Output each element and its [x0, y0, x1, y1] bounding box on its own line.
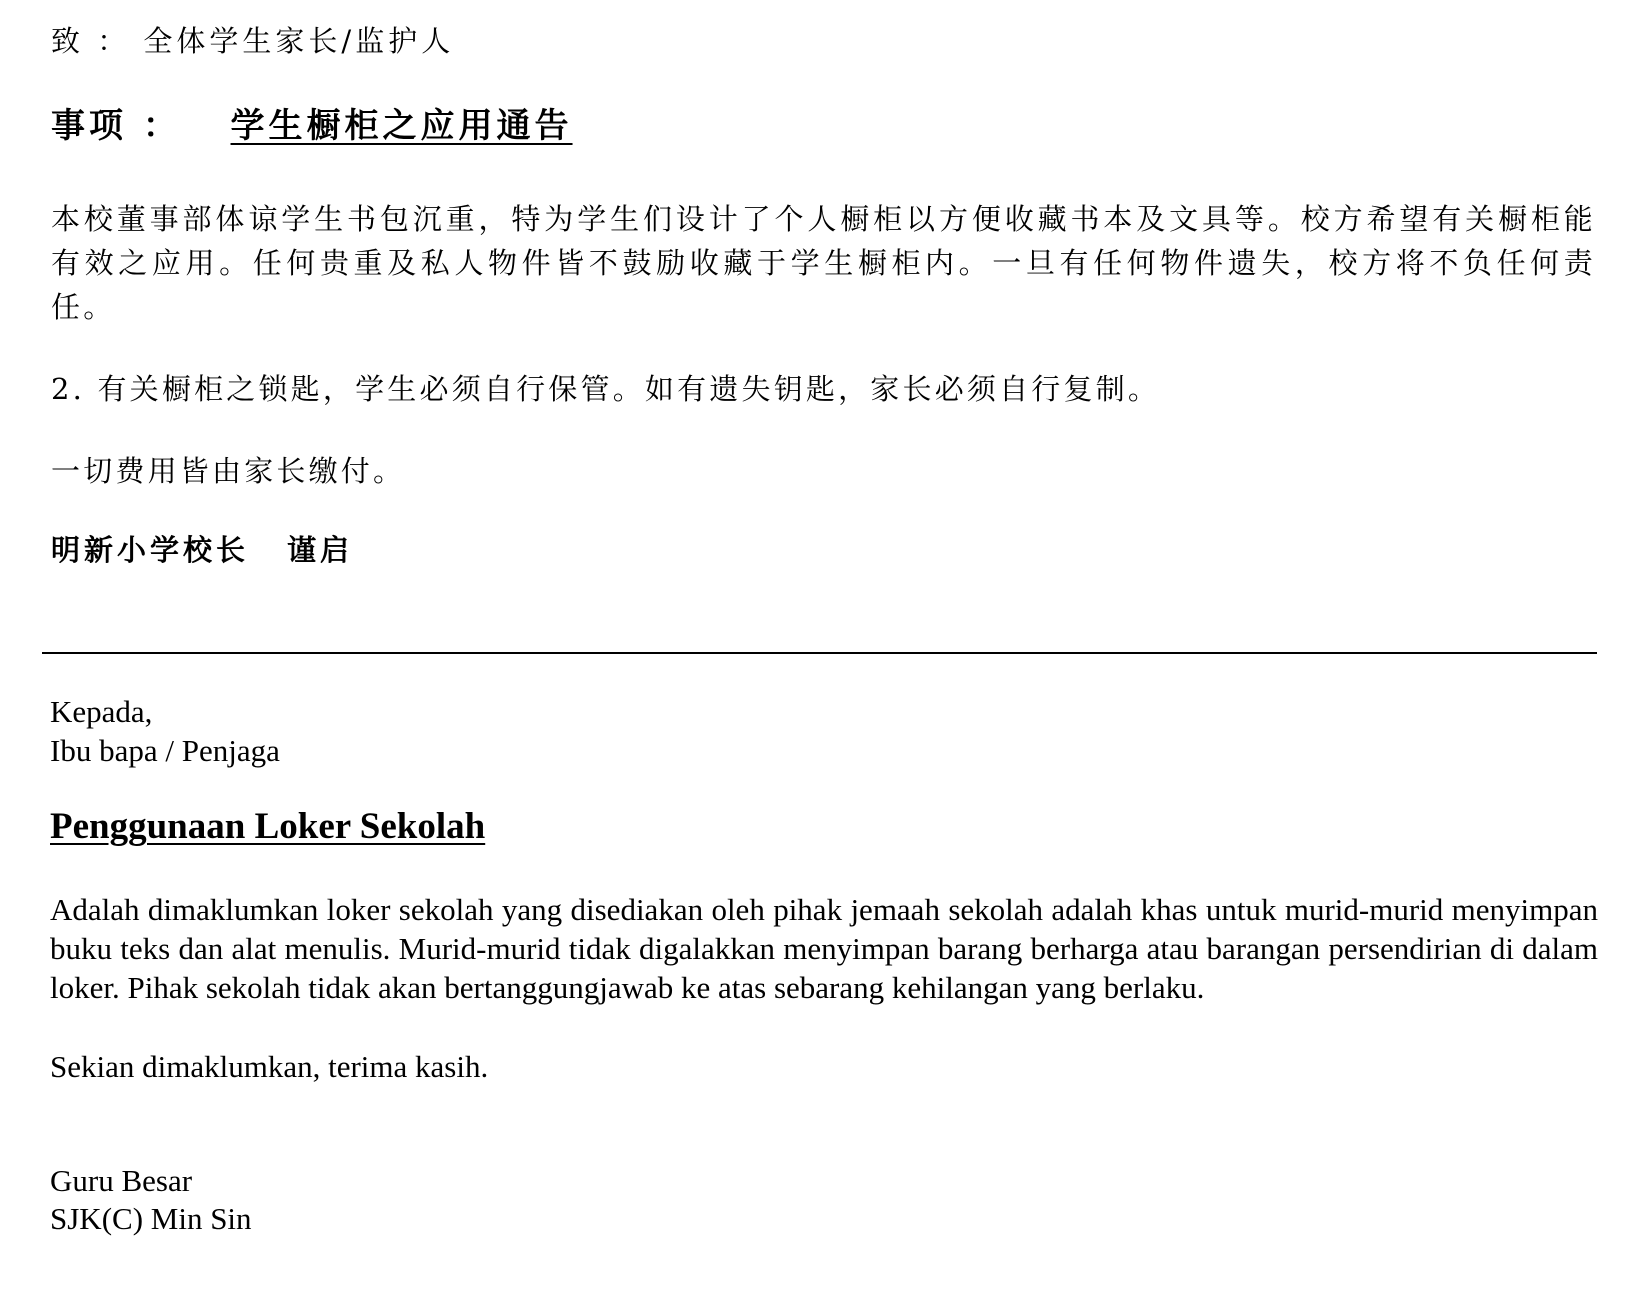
chinese-signature [51, 530, 353, 570]
malay-title: Penggunaan Loker Sekolah [50, 806, 486, 847]
section-divider [42, 652, 1597, 654]
chinese-subject-heading [51, 103, 573, 149]
malay-salutation: Kepada, [50, 694, 153, 729]
malay-signature-school: SJK(C) Min Sin [50, 1201, 252, 1236]
chinese-paragraph-3: 一切费用皆由家长缴付。 [51, 454, 406, 488]
chinese-signature-closing: 谨启 [287, 533, 354, 567]
chinese-recipient: 致 ： 全体学生家长/监护人 [51, 24, 455, 58]
malay-closing: Sekian dimaklumkan, terima kasih. [50, 1049, 489, 1084]
malay-recipient: Ibu bapa / Penjaga [50, 733, 280, 768]
malay-signature-title: Guru Besar [50, 1163, 193, 1198]
chinese-signature-name: 明新小学校长 [51, 533, 250, 567]
chinese-paragraph-1: 本校董事部体谅学生书包沉重，特为学生们设计了个人橱柜以方便收藏书本及文具等。校方希望有关橱柜能有效之应用。任何贵重及私人物件皆不鼓励收藏于学生橱柜内。一旦有任何物件遗失，校方将不负任何责任。 [51, 202, 1596, 324]
malay-paragraph-1: Adalah dimaklumkan loker sekolah yang disediakan oleh pihak jemaah sekolah adalah khas untuk murid-murid menyimpan buku teks dan alat menulis. Murid-murid tidak digalakkan menyimpan barang berharga atau barangan persendirian di dalam loker. Pihak sekolah tidak akan bertanggungjawab ke atas sebarang kehilangan yang berlaku. [50, 892, 1598, 1005]
chinese-subject-title: 学生橱柜之应用通告 [230, 106, 573, 146]
chinese-paragraph-2: 2. 有关橱柜之锁匙，学生必须自行保管。如有遗失钥匙，家长必须自行复制。 [51, 372, 1161, 406]
chinese-subject-label: 事项 ： [51, 106, 181, 146]
